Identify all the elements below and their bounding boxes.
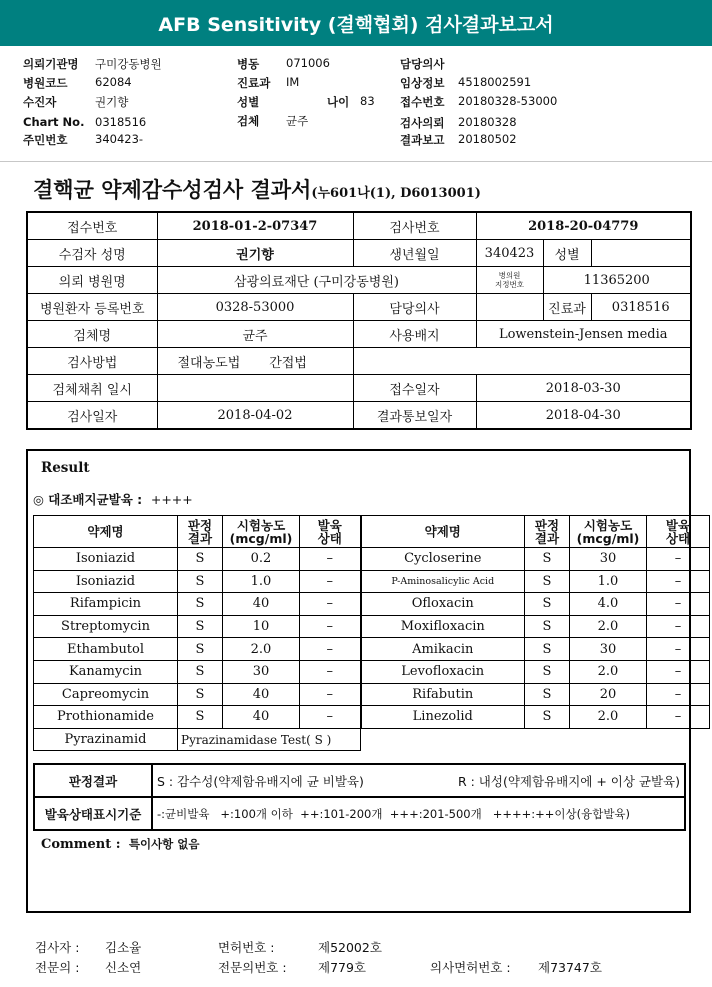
concentration-cell: 0.2 [223, 548, 300, 571]
comment-value: 특이사항 없음 [128, 837, 200, 851]
patient-name-value: 권기향 [157, 240, 353, 267]
result-cell: S [525, 615, 570, 638]
concentration-cell: 30 [570, 548, 647, 571]
table-row [34, 570, 710, 593]
drug-name-cell: Capreomycin [34, 683, 178, 706]
growth-cell: – [647, 548, 710, 571]
growth-legend-text: -:균비발육 +:100개 이하 ++:101-200개 +++:201-500개 ++++:++이상(융합발육) [152, 797, 685, 830]
chart-no-value: 0318516 [95, 115, 147, 129]
concentration-cell: 20 [570, 683, 647, 706]
clinical-label: 임상정보 [400, 76, 445, 90]
growth-cell: – [647, 706, 710, 729]
receipt-no-label: 접수번호 [27, 212, 157, 240]
result-cell: S [525, 638, 570, 661]
test-no-value: 2018-20-04779 [476, 212, 691, 240]
legend-table [33, 763, 686, 831]
birth-label: 생년월일 [353, 240, 476, 267]
patient-value: 권기향 [95, 95, 129, 109]
drug-name-cell: Isoniazid [34, 548, 178, 571]
concentration-cell: 1.0 [570, 570, 647, 593]
result-cell: S [525, 660, 570, 683]
medium-label: 사용배지 [353, 321, 476, 348]
institution-label: 의뢰기관명 [23, 57, 79, 71]
sex-label: 성별 [237, 95, 260, 109]
drug-sensitivity-table [33, 515, 710, 751]
specimen-label: 검체 [237, 114, 260, 128]
collect-label: 검체채취 일시 [27, 375, 157, 402]
header-conc: 시험농도 (mcg/ml) [223, 516, 300, 548]
medium-value: Lowenstein-Jensen media [476, 321, 691, 348]
table-row [34, 638, 710, 661]
concentration-cell: 2.0 [570, 706, 647, 729]
report-value: 20180502 [458, 132, 517, 146]
drug-name-cell: Cycloserine [361, 548, 525, 571]
drug-name-cell: Rifabutin [361, 683, 525, 706]
legend-row [34, 797, 685, 830]
tested-value: 2018-04-02 [157, 402, 353, 430]
hospital-value: 삼광의료재단 (구미강동병원) [157, 267, 476, 294]
drug-name-cell: Pyrazinamid [34, 728, 178, 751]
rrn-label: 주민번호 [23, 133, 68, 147]
document-subtitle: (누601나(1), D6013001) [311, 186, 481, 201]
header-growth: 발육 상태 [647, 516, 710, 548]
patient-name-label: 수검자 성명 [27, 240, 157, 267]
result-cell: S [178, 706, 223, 729]
report-label: 결과보고 [400, 133, 445, 147]
judge-legend-r: R : 내성(약제함유배지에 + 이상 균발육) [403, 764, 685, 797]
control-growth-label: ◎ 대조배지균발육 : [33, 492, 143, 507]
result-cell: S [178, 638, 223, 661]
ward-label: 병동 [237, 57, 260, 71]
age-value: 83 [360, 94, 375, 108]
specimen-value: 균주 [286, 114, 309, 128]
report-header: AFB Sensitivity (결핵협회) 검사결과보고서 [0, 0, 712, 46]
concentration-cell: 40 [223, 706, 300, 729]
doctor-license-value: 제73747호 [538, 960, 602, 975]
concentration-cell: 4.0 [570, 593, 647, 616]
judge-legend-label: 판정결과 [34, 764, 152, 797]
growth-cell: – [647, 683, 710, 706]
legend-row [34, 764, 685, 797]
form-row [27, 402, 691, 430]
result-cell: S [178, 615, 223, 638]
reg-no-label: 병원환자 등록번호 [27, 294, 157, 321]
growth-cell: – [300, 548, 361, 571]
growth-cell: – [300, 638, 361, 661]
result-cell: S [525, 548, 570, 571]
received-label: 접수일자 [353, 375, 476, 402]
drug-name-cell: Prothionamide [34, 706, 178, 729]
table-header-row [34, 516, 710, 548]
concentration-cell: 40 [223, 683, 300, 706]
request-form-table [26, 211, 692, 430]
document-title-text: 결핵균 약제감수성검사 결과서 [33, 177, 312, 202]
header-judge: 판정 결과 [525, 516, 570, 548]
age-label: 나이 [327, 95, 350, 109]
doctor-license-label: 의사면허번호 : [430, 960, 511, 975]
growth-cell: – [647, 593, 710, 616]
tested-label: 검사일자 [27, 402, 157, 430]
drug-name-cell: Kanamycin [34, 660, 178, 683]
result-cell: S [178, 683, 223, 706]
method-value: 절대농도법 간접법 [157, 348, 353, 375]
specialist-value: 신소연 [105, 960, 142, 975]
result-cell: S [525, 570, 570, 593]
specimen-form-value: 균주 [157, 321, 353, 348]
method-empty [353, 348, 691, 375]
sex-form-value [591, 240, 691, 267]
received-value: 2018-03-30 [476, 375, 691, 402]
drug-name-cell: Amikacin [361, 638, 525, 661]
judge-legend-s: S : 감수성(약제함유배지에 균 비발육) [152, 764, 403, 797]
reception-value: 20180328-53000 [458, 94, 558, 108]
clinical-value: 4518002591 [458, 75, 532, 89]
hospital-code-value: 62084 [95, 75, 132, 89]
drug-name-cell: P-Aminosalicylic Acid [361, 570, 525, 593]
reception-label: 접수번호 [400, 95, 445, 109]
result-cell: S [178, 660, 223, 683]
result-cell: S [525, 593, 570, 616]
result-cell: S [178, 570, 223, 593]
concentration-cell: 30 [223, 660, 300, 683]
growth-cell: – [647, 570, 710, 593]
tester-label: 검사자 : [35, 940, 80, 955]
table-row [34, 548, 710, 571]
growth-cell: – [300, 660, 361, 683]
header-drug: 약제명 [361, 516, 525, 548]
hospital-label: 의뢰 병원명 [27, 267, 157, 294]
doctor-label: 담당의사 [353, 294, 476, 321]
result-cell: S [178, 548, 223, 571]
empty-cell [361, 728, 710, 751]
control-growth-value: ++++ [150, 492, 193, 507]
reg-no-value: 0328-53000 [157, 294, 353, 321]
institution-value: 구미강동병원 [95, 57, 162, 71]
result-cell: S [525, 683, 570, 706]
form-row [27, 321, 691, 348]
growth-cell: – [300, 593, 361, 616]
growth-cell: – [647, 638, 710, 661]
header-conc: 시험농도 (mcg/ml) [570, 516, 647, 548]
growth-legend-label: 발육상태표시기준 [34, 797, 152, 830]
dept-value: IM [286, 75, 300, 89]
form-row [27, 375, 691, 402]
drug-name-cell: Ethambutol [34, 638, 178, 661]
form-dept-label: 진료과 [543, 294, 591, 321]
concentration-cell: 2.0 [570, 660, 647, 683]
drug-rows [34, 548, 710, 751]
table-row [34, 706, 710, 729]
sex-form-label: 성별 [543, 240, 591, 267]
notified-label: 결과통보일자 [353, 402, 476, 430]
concentration-cell: 10 [223, 615, 300, 638]
concentration-cell: 40 [223, 593, 300, 616]
license-label: 면허번호 : [218, 940, 275, 955]
document-title [33, 174, 481, 204]
form-row [27, 240, 691, 267]
doctor-value [476, 294, 543, 321]
drug-name-cell: Ofloxacin [361, 593, 525, 616]
drug-name-cell: Isoniazid [34, 570, 178, 593]
designated-value: 11365200 [543, 267, 691, 294]
growth-cell: – [300, 570, 361, 593]
physician-label: 담당의사 [400, 57, 445, 71]
comment [41, 836, 200, 852]
ward-value: 071006 [286, 56, 330, 70]
growth-cell: – [647, 660, 710, 683]
pyrazinamidase-cell: Pyrazinamidase Test( S ) [178, 728, 361, 751]
concentration-cell: 30 [570, 638, 647, 661]
form-row [27, 348, 691, 375]
license-value: 제52002호 [318, 940, 382, 955]
header-drug: 약제명 [34, 516, 178, 548]
drug-name-cell: Levofloxacin [361, 660, 525, 683]
table-row [34, 593, 710, 616]
drug-name-cell: Streptomycin [34, 615, 178, 638]
growth-cell: – [300, 706, 361, 729]
notified-value: 2018-04-30 [476, 402, 691, 430]
request-value: 20180328 [458, 115, 517, 129]
chart-no-label: Chart No. [23, 115, 85, 129]
table-row [34, 728, 710, 751]
method-label: 검사방법 [27, 348, 157, 375]
designated-label: 병의원 지정번호 [476, 267, 543, 294]
concentration-cell: 2.0 [223, 638, 300, 661]
drug-name-cell: Rifampicin [34, 593, 178, 616]
divider [0, 161, 712, 162]
table-row [34, 660, 710, 683]
header-growth: 발육 상태 [300, 516, 361, 548]
concentration-cell: 2.0 [570, 615, 647, 638]
receipt-no-value: 2018-01-2-07347 [157, 212, 353, 240]
drug-name-cell: Linezolid [361, 706, 525, 729]
drug-name-cell: Moxifloxacin [361, 615, 525, 638]
form-dept-value: 0318516 [591, 294, 691, 321]
form-row [27, 212, 691, 240]
header-judge: 판정 결과 [178, 516, 223, 548]
result-cell: S [178, 593, 223, 616]
test-no-label: 검사번호 [353, 212, 476, 240]
dept-label: 진료과 [237, 76, 271, 90]
specialist-label: 전문의 : [35, 960, 80, 975]
patient-label: 수진자 [23, 95, 57, 109]
result-label: Result [41, 460, 90, 476]
growth-cell: – [300, 615, 361, 638]
collect-value [157, 375, 353, 402]
spec-license-label: 전문의번호 : [218, 960, 287, 975]
concentration-cell: 1.0 [223, 570, 300, 593]
rrn-value: 340423- [95, 132, 144, 146]
comment-label: Comment : [41, 837, 121, 852]
birth-value: 340423 [476, 240, 543, 267]
growth-cell: – [300, 683, 361, 706]
spec-license-value: 제779호 [318, 960, 367, 975]
request-label: 검사의뢰 [400, 116, 445, 130]
specimen-form-label: 검체명 [27, 321, 157, 348]
table-row [34, 615, 710, 638]
control-growth [33, 490, 193, 508]
table-row [34, 683, 710, 706]
hospital-code-label: 병원코드 [23, 76, 68, 90]
form-row [27, 267, 691, 294]
tester-value: 김소율 [105, 940, 142, 955]
form-row [27, 294, 691, 321]
growth-cell: – [647, 615, 710, 638]
result-cell: S [525, 706, 570, 729]
